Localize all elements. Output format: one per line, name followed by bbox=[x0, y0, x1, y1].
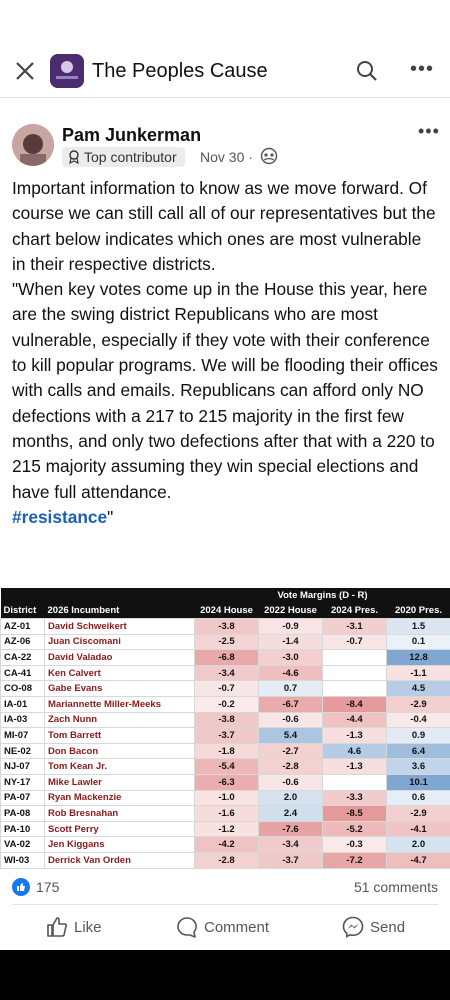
margin-cell: -3.4 bbox=[195, 665, 259, 681]
column-header: 2020 Pres. bbox=[387, 602, 450, 619]
margin-cell: -0.6 bbox=[259, 712, 323, 728]
margin-cell: -8.4 bbox=[323, 696, 387, 712]
margin-cell: 0.1 bbox=[387, 634, 450, 650]
table-row bbox=[1, 681, 450, 697]
margin-cell: -0.4 bbox=[387, 712, 450, 728]
margin-cell: 12.8 bbox=[387, 650, 450, 666]
margin-cell: -0.6 bbox=[259, 774, 323, 790]
table-row bbox=[1, 696, 450, 712]
table-row bbox=[1, 806, 450, 822]
margin-cell: -2.5 bbox=[195, 634, 259, 650]
badge-icon bbox=[68, 150, 80, 164]
post-closing-quote: " bbox=[107, 506, 114, 527]
margin-cell: -1.6 bbox=[195, 806, 259, 822]
margin-cell: -8.5 bbox=[323, 806, 387, 822]
margin-cell: -3.3 bbox=[323, 790, 387, 806]
margin-cell: -1.4 bbox=[259, 634, 323, 650]
send-button[interactable] bbox=[342, 916, 405, 938]
reactions-summary[interactable] bbox=[12, 878, 59, 896]
margin-cell: 5.4 bbox=[259, 728, 323, 744]
margin-cell: -0.7 bbox=[323, 634, 387, 650]
incumbent-cell: Gabe Evans bbox=[45, 681, 195, 697]
margin-cell: 1.5 bbox=[387, 619, 450, 635]
margin-cell: -3.8 bbox=[195, 712, 259, 728]
margin-cell: -0.2 bbox=[195, 696, 259, 712]
district-cell: PA-10 bbox=[1, 821, 45, 837]
more-options-icon[interactable]: ••• bbox=[410, 58, 435, 80]
margin-cell: -3.0 bbox=[259, 650, 323, 666]
incumbent-cell: Juan Ciscomani bbox=[45, 634, 195, 650]
margin-cell: -0.9 bbox=[259, 619, 323, 635]
margin-cell: 2.4 bbox=[259, 806, 323, 822]
author-name[interactable]: Pam Junkerman bbox=[62, 125, 202, 145]
incumbent-cell: Rob Bresnahan bbox=[45, 806, 195, 822]
margin-cell: -2.8 bbox=[195, 852, 259, 868]
district-cell: MI-07 bbox=[1, 728, 45, 744]
table-row bbox=[1, 852, 450, 868]
margin-cell: -4.2 bbox=[195, 837, 259, 853]
margin-cell: -5.2 bbox=[323, 821, 387, 837]
margin-cell: 0.6 bbox=[387, 790, 450, 806]
margin-cell: -2.9 bbox=[387, 696, 450, 712]
group-avatar[interactable] bbox=[50, 54, 84, 88]
column-header: District bbox=[1, 602, 45, 619]
incumbent-cell: Mariannette Miller-Meeks bbox=[45, 696, 195, 712]
margin-cell: 3.6 bbox=[387, 759, 450, 775]
margin-cell: -2.7 bbox=[259, 743, 323, 759]
margin-cell: 0.9 bbox=[387, 728, 450, 744]
incumbent-cell: David Valadao bbox=[45, 650, 195, 666]
table-row bbox=[1, 712, 450, 728]
incumbent-cell: Scott Perry bbox=[45, 821, 195, 837]
margin-cell: 4.5 bbox=[387, 681, 450, 697]
district-cell: AZ-01 bbox=[1, 619, 45, 635]
district-cell: PA-07 bbox=[1, 790, 45, 806]
column-header: 2024 Pres. bbox=[323, 602, 387, 619]
margin-cell bbox=[323, 681, 387, 697]
like-button[interactable] bbox=[46, 916, 102, 938]
margin-cell: -4.1 bbox=[387, 821, 450, 837]
table-header-row bbox=[1, 602, 450, 619]
margin-cell: -5.4 bbox=[195, 759, 259, 775]
margin-cell: -0.7 bbox=[195, 681, 259, 697]
group-header-bar bbox=[0, 40, 450, 100]
margin-cell: -4.7 bbox=[387, 852, 450, 868]
search-icon[interactable] bbox=[356, 60, 378, 82]
district-cell: CA-41 bbox=[1, 665, 45, 681]
group-title[interactable]: The Peoples Cause bbox=[92, 60, 268, 82]
post-body-text: Important information to know as we move forward. Of course we can still call all of our representatives but the chart below indicates which ones are most vulnerable in their respective districts. "When key votes come up in the House this year, here are the swing district Republicans who are most vulnerable, especially if they vote with their conference to kill popular programs. We will be flooding their offices with calls and emails. Republicans can afford only NO defections with a 217 to 215 majority in the first few months, and only two defections after that with a 220 to 215 majority assuming they win special elections and have full attendance. bbox=[12, 178, 438, 502]
margin-cell: -4.4 bbox=[323, 712, 387, 728]
thumbs-up-icon bbox=[46, 916, 68, 938]
margin-cell: -1.2 bbox=[195, 821, 259, 837]
incumbent-cell: David Schweikert bbox=[45, 619, 195, 635]
badge-label: Top contributor bbox=[84, 149, 177, 165]
incumbent-cell: Tom Barrett bbox=[45, 728, 195, 744]
margin-cell: 2.0 bbox=[259, 790, 323, 806]
district-cell: NY-17 bbox=[1, 774, 45, 790]
table-row bbox=[1, 665, 450, 681]
send-label: Send bbox=[370, 918, 406, 936]
margin-cell bbox=[323, 665, 387, 681]
district-cell: CA-22 bbox=[1, 650, 45, 666]
margin-cell: -6.3 bbox=[195, 774, 259, 790]
margin-cell: -6.8 bbox=[195, 650, 259, 666]
table-row bbox=[1, 728, 450, 744]
district-cell: AZ-06 bbox=[1, 634, 45, 650]
margin-cell: -1.3 bbox=[323, 759, 387, 775]
margin-cell: -0.3 bbox=[323, 837, 387, 853]
incumbent-cell: Ryan Mackenzie bbox=[45, 790, 195, 806]
district-cell: WI-03 bbox=[1, 852, 45, 868]
like-label: Like bbox=[74, 918, 102, 936]
table-row bbox=[1, 619, 450, 635]
table-row bbox=[1, 790, 450, 806]
margin-cell: -1.1 bbox=[387, 665, 450, 681]
reaction-count: 175 bbox=[36, 879, 60, 895]
post-date[interactable]: Nov 30 · bbox=[200, 149, 253, 165]
margin-cell: -3.1 bbox=[323, 619, 387, 635]
like-reaction-icon bbox=[12, 878, 30, 896]
actions-divider bbox=[12, 904, 438, 905]
post-options-icon[interactable]: ••• bbox=[418, 121, 440, 141]
group-audience-icon bbox=[260, 147, 278, 165]
system-navigation-bar bbox=[0, 950, 450, 1000]
margin-cell: -3.7 bbox=[195, 728, 259, 744]
district-cell: NE-02 bbox=[1, 743, 45, 759]
margin-cell bbox=[323, 650, 387, 666]
margin-cell: 10.1 bbox=[387, 774, 450, 790]
margin-cell: -6.7 bbox=[259, 696, 323, 712]
table-row bbox=[1, 774, 450, 790]
table-row bbox=[1, 759, 450, 775]
margin-cell: 4.6 bbox=[323, 743, 387, 759]
margin-cell: -2.9 bbox=[387, 806, 450, 822]
margin-cell: -7.2 bbox=[323, 852, 387, 868]
close-icon[interactable] bbox=[14, 60, 36, 82]
incumbent-cell: Don Bacon bbox=[45, 743, 195, 759]
incumbent-cell: Mike Lawler bbox=[45, 774, 195, 790]
top-contributor-badge bbox=[62, 147, 185, 167]
margin-cell: -1.8 bbox=[195, 743, 259, 759]
district-cell: IA-01 bbox=[1, 696, 45, 712]
hashtag-link[interactable]: #resistance bbox=[12, 506, 108, 527]
column-header: 2024 House bbox=[195, 602, 259, 619]
table-row bbox=[1, 650, 450, 666]
margin-cell: -3.7 bbox=[259, 852, 323, 868]
vote-margins-table[interactable] bbox=[0, 588, 450, 870]
header-divider bbox=[0, 97, 450, 98]
margin-cell: -1.0 bbox=[195, 790, 259, 806]
district-cell: CO-08 bbox=[1, 681, 45, 697]
margin-cell: -1.3 bbox=[323, 728, 387, 744]
margin-cell: -2.8 bbox=[259, 759, 323, 775]
margin-cell bbox=[323, 774, 387, 790]
comment-button[interactable] bbox=[176, 916, 269, 938]
messenger-icon bbox=[342, 916, 364, 938]
margin-cell: 6.4 bbox=[387, 743, 450, 759]
column-header: 2026 Incumbent bbox=[45, 602, 195, 619]
table-row bbox=[1, 743, 450, 759]
district-cell: VA-02 bbox=[1, 837, 45, 853]
column-header: 2022 House bbox=[259, 602, 323, 619]
margin-cell: -7.6 bbox=[259, 821, 323, 837]
table-row bbox=[1, 837, 450, 853]
incumbent-cell: Jen Kiggans bbox=[45, 837, 195, 853]
post-body bbox=[12, 176, 438, 530]
table-row bbox=[1, 634, 450, 650]
author-avatar[interactable] bbox=[12, 124, 54, 166]
margin-cell: -4.6 bbox=[259, 665, 323, 681]
district-cell: IA-03 bbox=[1, 712, 45, 728]
margin-cell: -3.8 bbox=[195, 619, 259, 635]
incumbent-cell: Ken Calvert bbox=[45, 665, 195, 681]
district-cell: PA-08 bbox=[1, 806, 45, 822]
district-cell: NJ-07 bbox=[1, 759, 45, 775]
incumbent-cell: Zach Nunn bbox=[45, 712, 195, 728]
margin-cell: 2.0 bbox=[387, 837, 450, 853]
incumbent-cell: Tom Kean Jr. bbox=[45, 759, 195, 775]
incumbent-cell: Derrick Van Orden bbox=[45, 852, 195, 868]
vote-margins-label: Vote Margins (D - R) bbox=[195, 588, 450, 602]
margin-cell: 0.7 bbox=[259, 681, 323, 697]
table-row bbox=[1, 821, 450, 837]
comment-label: Comment bbox=[204, 918, 270, 936]
table-group-header bbox=[1, 588, 450, 602]
comment-icon bbox=[176, 916, 198, 938]
comments-count[interactable]: 51 comments bbox=[353, 879, 438, 895]
margin-cell: -3.4 bbox=[259, 837, 323, 853]
